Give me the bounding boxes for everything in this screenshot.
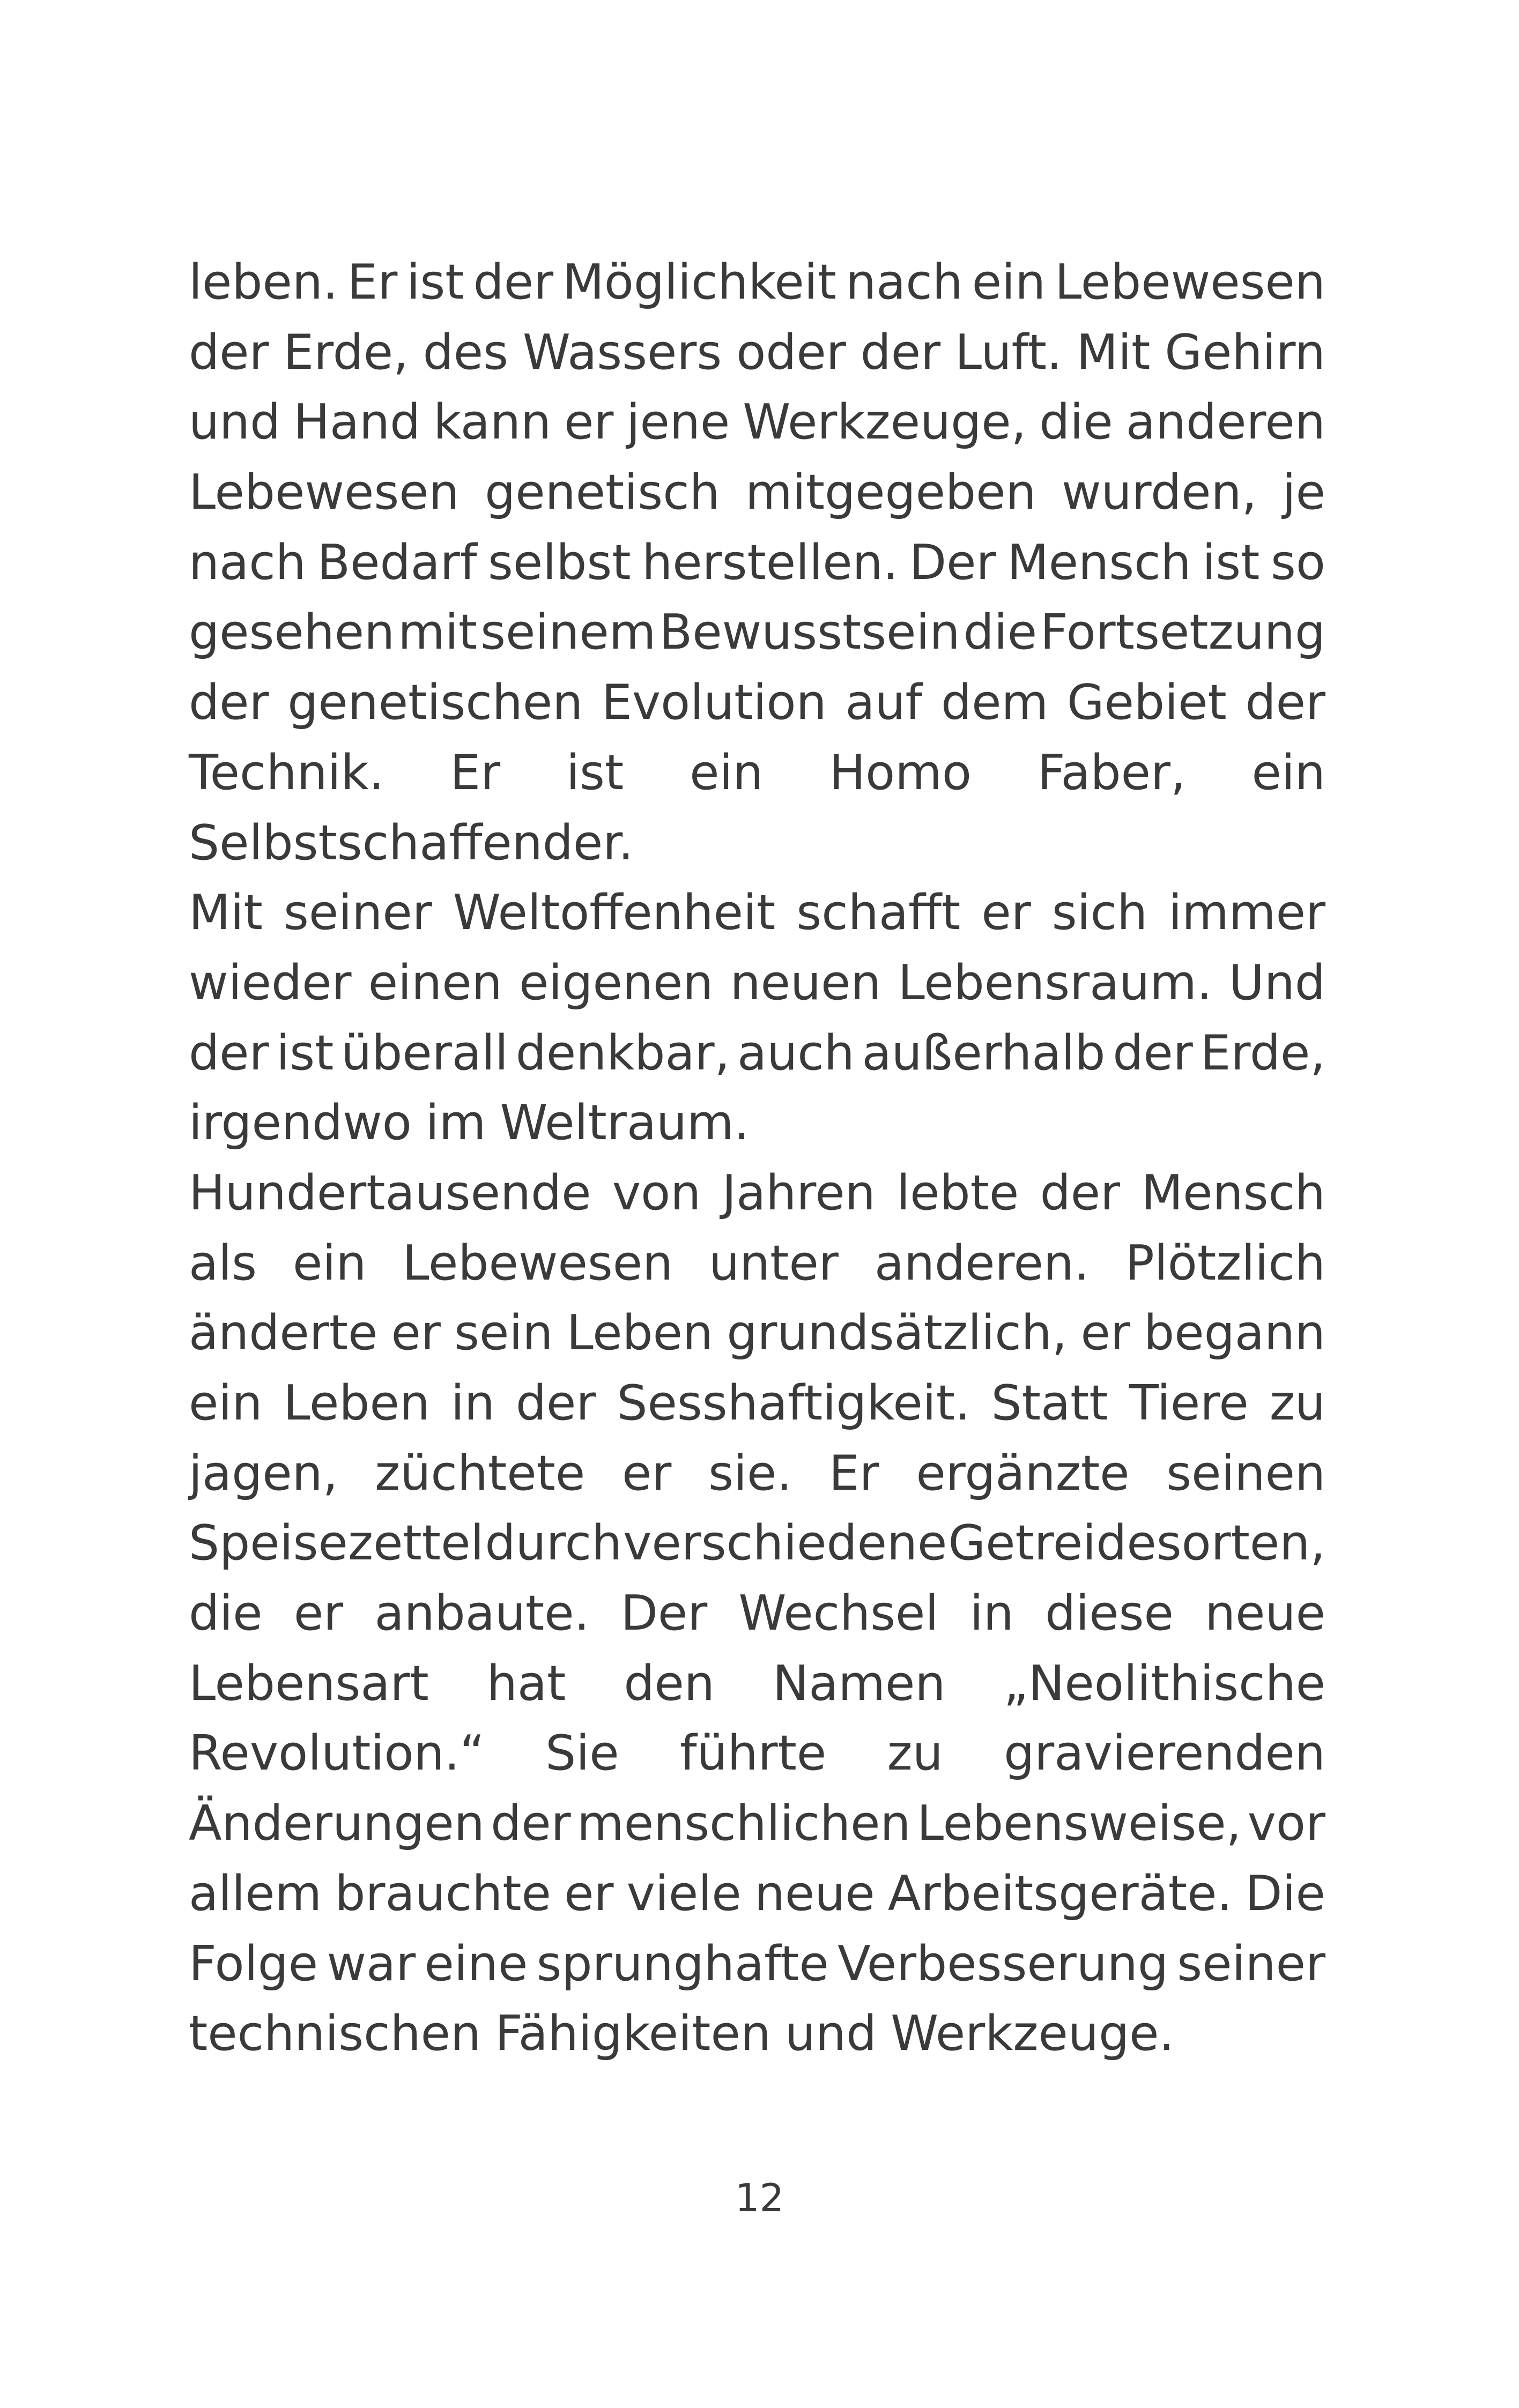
word: Lebensraum. (898, 954, 1212, 1011)
paragraph (189, 248, 1325, 878)
word: eigenen (518, 954, 714, 1011)
word: Erde, (283, 324, 409, 381)
word: der (189, 674, 269, 731)
word: Fortsetzung (1040, 604, 1325, 661)
word: von (612, 1164, 701, 1221)
word: als (189, 1235, 257, 1291)
word: Sie (545, 1725, 619, 1782)
word: einen (368, 954, 502, 1011)
body-text (189, 248, 1325, 2069)
word: Faber, (1037, 744, 1186, 801)
word: Hand (293, 394, 421, 451)
word: in (969, 1585, 1014, 1642)
word: ist (1202, 534, 1260, 591)
word: Er (828, 1445, 879, 1502)
word: der (189, 324, 269, 381)
word: lebte (896, 1164, 1019, 1221)
word: leben. (189, 254, 338, 310)
word: gesehen (189, 604, 395, 661)
word: ein (293, 1235, 367, 1291)
word: die (189, 1585, 263, 1642)
word: Mensch (1007, 534, 1191, 591)
text-line (189, 1508, 1325, 1579)
word: Speisezettel (189, 1515, 484, 1572)
word: ein (189, 1375, 263, 1431)
word: immer (1168, 885, 1325, 941)
page-number: 12 (735, 2175, 784, 2220)
word: überall (341, 1024, 508, 1081)
word: kann (433, 394, 552, 451)
word: mitgegeben (745, 464, 1036, 521)
word: Wassers (522, 324, 722, 381)
word: vor (1247, 1795, 1325, 1852)
text-line (189, 1088, 1325, 1158)
word: Sesshaftigkeit. (617, 1375, 970, 1431)
text-line (189, 1999, 1325, 2069)
word: menschlichen (577, 1795, 911, 1852)
word: den (624, 1655, 715, 1712)
word: Werkzeuge, (743, 394, 1027, 451)
word: schafft (796, 885, 961, 941)
word: Werkzeuge. (891, 2005, 1175, 2062)
word: grundsätzlich, (727, 1305, 1068, 1362)
word: viele (626, 1865, 742, 1922)
word: Folge (189, 1935, 318, 1992)
word: ein (1251, 744, 1325, 801)
word: sich (1051, 885, 1148, 941)
text-line (189, 598, 1325, 668)
word: neue (1205, 1585, 1325, 1642)
word: die (963, 604, 1038, 661)
text-line (189, 1229, 1325, 1299)
word: allem (189, 1865, 322, 1922)
word: er (981, 885, 1031, 941)
word: Evolution (601, 674, 827, 731)
word: irgendwo (189, 1095, 412, 1151)
text-line (189, 668, 1325, 738)
word: wieder (189, 954, 352, 1011)
word: durch (485, 1515, 623, 1572)
text-line (189, 458, 1325, 528)
word: Lebensweise, (917, 1795, 1242, 1852)
word: änderte (189, 1305, 378, 1362)
word: dem (940, 674, 1049, 731)
word: Jahren (722, 1164, 876, 1221)
text-line (189, 528, 1325, 598)
text-line (189, 1719, 1325, 1789)
word: brauchte (335, 1865, 551, 1922)
word: er (1080, 1305, 1130, 1362)
word: Gehirn (1165, 324, 1325, 381)
word: jagen, (189, 1445, 338, 1502)
word: der (491, 1795, 571, 1852)
word: Arbeitsgeräte. (887, 1865, 1233, 1922)
word: Möglichkeit (562, 254, 837, 310)
text-line (189, 808, 1325, 879)
word: Revolution.“ (189, 1725, 485, 1782)
word: sprunghafte (536, 1935, 829, 1992)
word: zu (1269, 1375, 1325, 1431)
word: sein (454, 1305, 553, 1362)
word: Lebewesen (189, 464, 460, 521)
text-line (189, 1789, 1325, 1859)
word: er (622, 1445, 672, 1502)
word: nach (189, 534, 306, 591)
word: der (189, 1024, 269, 1081)
word: er (564, 1865, 614, 1922)
word: zu (887, 1725, 943, 1782)
word: der (473, 254, 554, 310)
word: Der (620, 1585, 708, 1642)
word: Bewusstsein (659, 604, 960, 661)
text-line (189, 1579, 1325, 1649)
word: unter (709, 1235, 839, 1291)
word: Hundertausende (189, 1164, 591, 1221)
word: Fähigkeiten (495, 2005, 771, 2062)
word: Verbesserung (838, 1935, 1168, 1992)
word: neuen (730, 954, 881, 1011)
word: er (391, 1305, 441, 1362)
word: Der (909, 534, 996, 591)
word: genetischen (287, 674, 583, 731)
word: nach (846, 254, 963, 310)
word: Mit (1076, 324, 1151, 381)
word: der (1040, 1164, 1121, 1221)
word: Getreidesorten, (948, 1515, 1325, 1572)
word: Wechsel (738, 1585, 939, 1642)
word: genetisch (485, 464, 720, 521)
text-line (189, 1298, 1325, 1369)
word: Gebiet (1066, 674, 1227, 731)
word: Homo (829, 744, 972, 801)
text-line (189, 738, 1325, 808)
word: auf (845, 674, 923, 731)
word: der (515, 1375, 596, 1431)
word: neue (754, 1865, 875, 1922)
word: Lebewesen (1055, 254, 1325, 310)
word: des (423, 324, 509, 381)
word: herstellen. (642, 534, 899, 591)
word: selbst (488, 534, 631, 591)
word: ist (276, 1024, 334, 1081)
word: ergänzte (916, 1445, 1130, 1502)
word: ist (406, 254, 464, 310)
paragraph (189, 1158, 1325, 2069)
text-line (189, 248, 1325, 318)
text-line (189, 318, 1325, 388)
word: so (1271, 534, 1325, 591)
word: Erde, (1200, 1024, 1325, 1081)
word: führte (679, 1725, 827, 1782)
text-line (189, 1929, 1325, 2000)
word: und (784, 2005, 877, 2062)
text-line (189, 1369, 1325, 1439)
word: anderen. (874, 1235, 1090, 1291)
text-line (189, 1019, 1325, 1089)
word: der (1113, 1024, 1193, 1081)
word: auch (737, 1024, 855, 1081)
word: Mensch (1141, 1164, 1325, 1221)
text-line (189, 878, 1325, 948)
word: die (1039, 394, 1113, 451)
word: Und (1228, 954, 1325, 1011)
word: begann (1144, 1305, 1325, 1362)
word: Weltraum. (500, 1095, 750, 1151)
word: wurden, (1061, 464, 1257, 521)
word: denkbar, (515, 1024, 730, 1081)
word: war (327, 1935, 416, 1992)
word: und (189, 394, 281, 451)
word: der (860, 324, 941, 381)
word: ist (566, 744, 624, 801)
word: ein (690, 744, 764, 801)
word: Plötzlich (1125, 1235, 1325, 1291)
word: Lebensart (189, 1655, 429, 1712)
word: außerhalb (862, 1024, 1106, 1081)
text-line (189, 1859, 1325, 1929)
word: Er (347, 254, 398, 310)
word: verschiedene (623, 1515, 947, 1572)
word: diese (1045, 1585, 1174, 1642)
word: hat (486, 1655, 566, 1712)
word: seinen (1166, 1445, 1325, 1502)
word: ein (972, 254, 1046, 310)
paragraph (189, 878, 1325, 1158)
text-line (189, 1158, 1325, 1229)
word: sie. (708, 1445, 792, 1502)
word: Selbstschaffender. (189, 814, 634, 871)
word: er (564, 394, 614, 451)
word: Weltoffenheit (453, 885, 776, 941)
word: Tiere (1129, 1375, 1249, 1431)
word: Technik. (189, 744, 384, 801)
word: Luft. (955, 324, 1062, 381)
word: Namen (772, 1655, 946, 1712)
text-line (189, 1439, 1325, 1509)
word: oder (736, 324, 846, 381)
word: seinem (480, 604, 656, 661)
word: technischen (189, 2005, 481, 2062)
word: Leben (283, 1375, 430, 1431)
word: jene (626, 394, 730, 451)
word: Änderungen (189, 1795, 485, 1852)
word: Leben (566, 1305, 714, 1362)
word: eine (424, 1935, 528, 1992)
word: der (1245, 674, 1325, 731)
word: züchtete (375, 1445, 586, 1502)
text-line (189, 388, 1325, 458)
word: Lebewesen (402, 1235, 673, 1291)
word: Bedarf (317, 534, 477, 591)
word: in (450, 1375, 495, 1431)
word: Er (450, 744, 501, 801)
word: je (1282, 464, 1325, 521)
word: Statt (991, 1375, 1108, 1431)
word: mit (398, 604, 478, 661)
word: seiner (1177, 1935, 1325, 1992)
word: anbaute. (374, 1585, 590, 1642)
word: im (425, 1095, 486, 1151)
text-line (189, 948, 1325, 1019)
word: er (293, 1585, 344, 1642)
text-line (189, 1649, 1325, 1719)
word: „Neolithische (1003, 1655, 1325, 1712)
word: gravierenden (1004, 1725, 1325, 1782)
word: Mit (189, 885, 263, 941)
word: anderen (1125, 394, 1325, 451)
word: seiner (284, 885, 432, 941)
word: Die (1245, 1865, 1325, 1922)
